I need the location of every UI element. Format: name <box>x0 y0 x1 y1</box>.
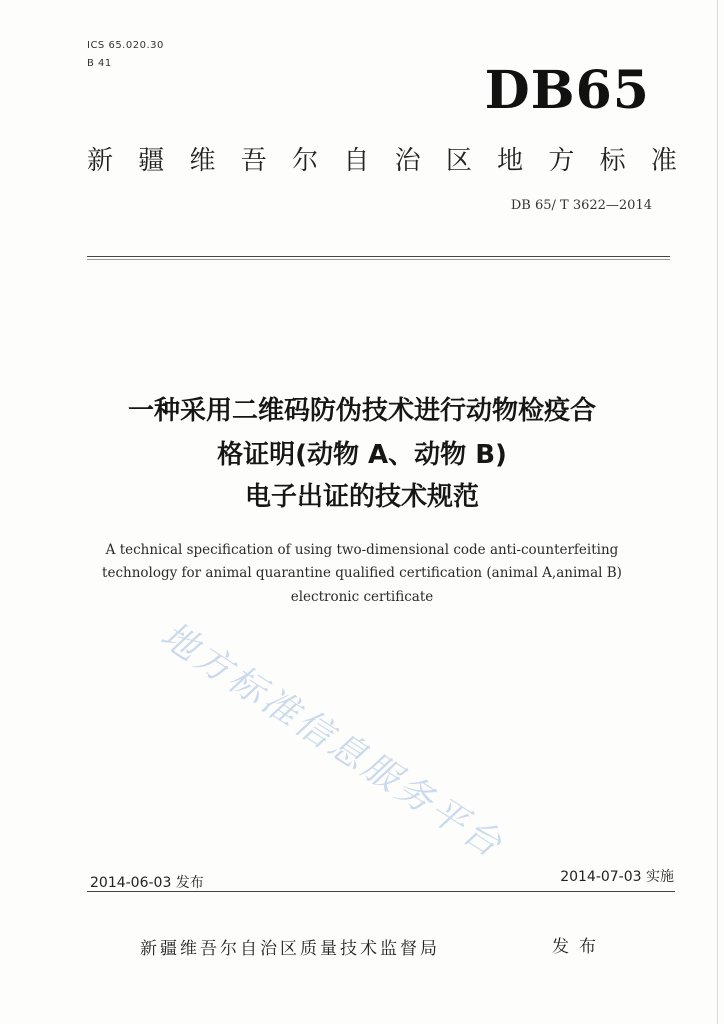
publish-label: 发布 <box>552 937 606 957</box>
issue-date: 2014-06-03 发布 <box>90 875 204 891</box>
standard-type-char: 自 <box>343 146 370 176</box>
standard-type-char: 地 <box>497 146 524 176</box>
standard-code-logo: DB65 <box>484 60 650 121</box>
standard-type-char: 治 <box>394 146 421 176</box>
ics-code: ICS 65.020.30 <box>87 40 164 51</box>
implementation-date: 2014-07-03 实施 <box>560 869 674 885</box>
standard-type-char: 维 <box>189 146 216 176</box>
standard-type-char: 准 <box>650 146 677 176</box>
english-title-line-1: A technical specification of using two-dimensional code anti-counterfeiting <box>105 542 619 558</box>
footer-divider <box>87 891 675 892</box>
standard-type-char: 尔 <box>292 146 319 176</box>
publisher-name: 新疆维吾尔自治区质量技术监督局 <box>140 939 440 959</box>
standard-type-char: 方 <box>548 146 575 176</box>
header-divider-secondary <box>87 259 670 260</box>
watermark-text: 地方标准信息服务平台 <box>153 614 512 867</box>
standard-type-char: 区 <box>445 146 472 176</box>
chinese-title-line-2: 格证明(动物 A、动物 B) <box>217 440 507 470</box>
header-divider <box>87 256 670 257</box>
chinese-title-line-3: 电子出证的技术规范 <box>244 482 479 512</box>
standard-type-char: 标 <box>599 146 626 176</box>
standard-number: DB 65/ T 3622—2014 <box>510 198 652 213</box>
standard-type-char: 疆 <box>138 146 165 176</box>
english-title-line-3: electronic certificate <box>290 589 434 605</box>
standard-type-char: 吾 <box>240 146 267 176</box>
chinese-title-line-1: 一种采用二维码防伪技术进行动物检疫合 <box>127 396 596 426</box>
ccs-code: B 41 <box>87 58 112 69</box>
standard-type-char: 新 <box>87 146 114 176</box>
english-title-line-2: technology for animal quarantine qualified certification (animal A,animal B) <box>102 565 622 581</box>
page-edge <box>717 0 718 1024</box>
standard-type-heading <box>87 140 677 177</box>
